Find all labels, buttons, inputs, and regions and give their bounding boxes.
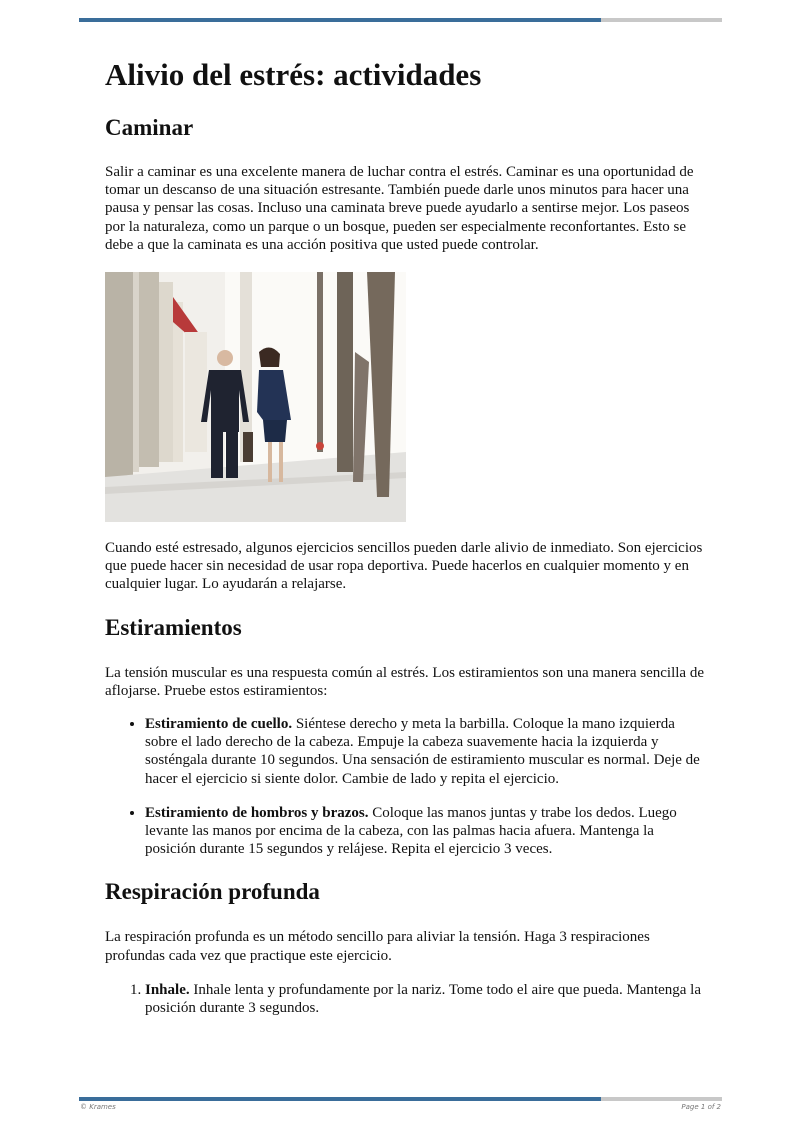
list-item-text: Siéntese derecho y meta la barbilla. Coloque la mano izquierda sobre el lado derecho de la cabeza. Empuje la cabeza suavemente hacia la izquierda y sosténgala durante 10 segundos. Una sensación de estiramiento muscular es normal. Deje de hacer el ejercicio si siente dolor. Cambie de lado y repita el ejercicio.: [145, 716, 700, 787]
list-item-text: Coloque las manos juntas y trabe los dedos. Luego levante las manos por encima de la cabeza, con las palmas hacia afuera. Mantenga la posición durante 15 segundos y relájese. Repita el ejercicio 3 veces.: [145, 804, 677, 858]
list-item: [145, 804, 705, 859]
page-title: Alivio del estrés: actividades: [105, 57, 482, 92]
section-heading-respiracion: Respiración profunda: [105, 879, 320, 905]
list-item: [145, 715, 705, 788]
header-rule-accent: [79, 18, 601, 22]
footer-rule-accent: [79, 1097, 601, 1101]
paragraph-respiracion-intro: La respiración profunda es un método sencillo para aliviar la tensión. Haga 3 respiraciones profundas cada vez que practique este ejercicio.: [105, 929, 650, 964]
stretch-list: [105, 715, 705, 858]
breathing-steps-list: [105, 981, 705, 1017]
section-heading-caminar: Caminar: [105, 115, 194, 140]
footer-rule: [79, 1097, 722, 1101]
list-item-bold: Inhale.: [145, 981, 190, 998]
paragraph-caminar-2: Cuando esté estresado, algunos ejercicios sencillos pueden darle alivio de inmediato. Son ejercicios que puede hacer sin necesidad de usar ropa deportiva. Puede hacerlos en cualquier momento y en cualquier lugar. Lo ayudarán a relajarse.: [105, 540, 703, 593]
paragraph-caminar-1: Salir a caminar es una excelente manera de luchar contra el estrés. Caminar es una oportunidad de tomar un descanso de una situación estresante. También puede darle unos minutos para hacer una pausa y pensar las cosas. Incluso una caminata breve puede ayudarlo a sentirse mejor. Los paseos por la naturaleza, como un parque o un bosque, pueden ser especialmente reconfortantes. Esto se debe a que la caminata es una acción positiva que usted puede controlar.: [105, 164, 694, 253]
list-item-text: Inhale lenta y profundamente por la nariz. Tome todo el aire que pueda. Mantenga la posición durante 3 segundos.: [145, 981, 702, 1017]
list-item: [145, 981, 705, 1017]
walking-people-photo: [105, 272, 406, 522]
footer-page-number: Page 1 of 2: [681, 1103, 721, 1111]
document-body: [105, 56, 705, 1017]
section-heading-estiramientos: Estiramientos: [105, 614, 242, 640]
list-item-bold: Estiramiento de cuello.: [145, 716, 293, 733]
paragraph-estiramientos-intro: La tensión muscular es una respuesta común al estrés. Los estiramientos son una manera sencilla de aflojarse. Pruebe estos estiramientos:: [105, 664, 704, 699]
list-item-bold: Estiramiento de hombros y brazos.: [145, 804, 369, 821]
footer-copyright: © Krames: [80, 1103, 116, 1111]
header-rule: [79, 18, 722, 22]
